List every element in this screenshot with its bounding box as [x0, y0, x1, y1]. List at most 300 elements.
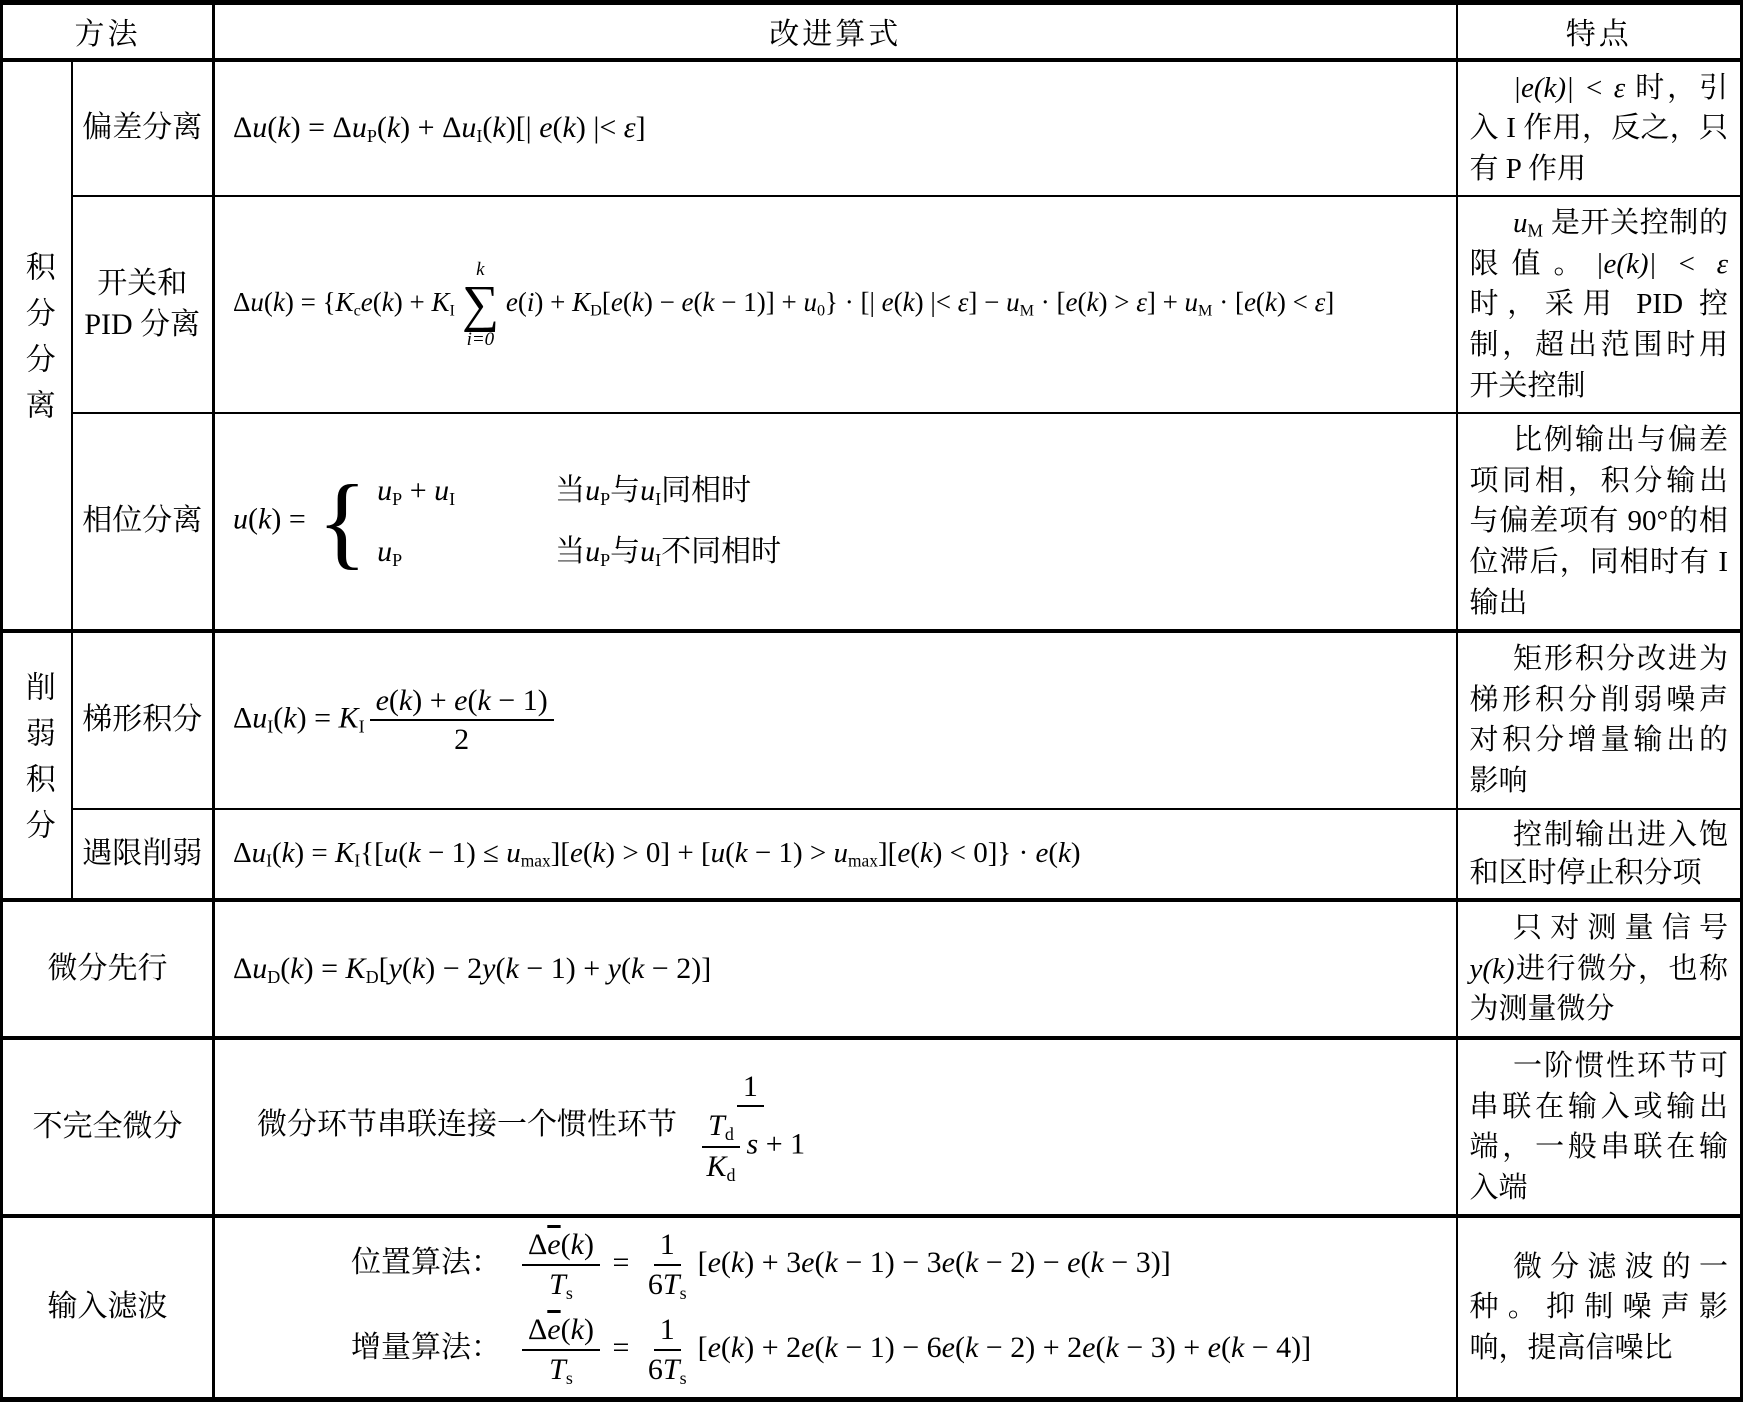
fraction: [522, 1226, 600, 1304]
math-token: − 1) − 3: [837, 1245, 942, 1279]
fraction-numerator: [370, 682, 554, 722]
header-method: 方法: [2, 3, 214, 60]
math-token: k: [492, 111, 506, 145]
math-token: 6: [647, 1352, 663, 1386]
math-token: k: [570, 1313, 584, 1347]
math-token: ε: [1136, 286, 1147, 317]
math-token: y: [607, 951, 621, 985]
math-token: I: [449, 301, 455, 320]
math-token: k: [570, 1228, 584, 1262]
math-token: k: [1230, 1330, 1245, 1364]
math-token: (: [552, 111, 563, 145]
feature-bias-separation: [1470, 68, 1729, 190]
math-token: k: [1086, 286, 1099, 317]
math-token: Δ: [233, 286, 251, 317]
math-token: ) + 3: [744, 1245, 802, 1279]
math-token: d: [724, 1124, 734, 1145]
math-token: ) =: [296, 701, 339, 735]
math-token: e: [1035, 837, 1049, 870]
row-trapezoid-integral: [2, 631, 1742, 808]
method-label: 输入滤波: [47, 1290, 168, 1324]
math-token: I: [266, 850, 272, 871]
formula-switch-pid: [233, 260, 1456, 349]
feature-incomplete-derivative: [1470, 1046, 1729, 1208]
math-token: 控制输出进入饱和区时停止积分项: [1469, 818, 1728, 889]
math-token: (: [622, 286, 632, 317]
math-token: =: [604, 1245, 637, 1279]
math-token: ) >: [1098, 286, 1137, 317]
math-token: e: [881, 286, 894, 317]
math-token: ): [583, 1313, 594, 1347]
math-token: (: [495, 951, 506, 985]
math-token: k: [902, 286, 915, 317]
math-token: (: [1255, 286, 1265, 317]
math-token: − 1) − 6: [837, 1330, 942, 1364]
math-token: − 2) −: [978, 1245, 1068, 1279]
math-token: k: [272, 286, 285, 317]
math-token: Δ: [528, 1228, 548, 1262]
math-token: s: [679, 1367, 687, 1388]
math-token: y: [482, 951, 496, 985]
math-token: Δ: [233, 111, 253, 145]
row-input-filter: [2, 1216, 1742, 1399]
math-token: k: [964, 1330, 979, 1364]
math-token: e: [707, 1245, 721, 1279]
formula-phase-separation: [233, 463, 1456, 579]
math-token: k: [398, 683, 413, 717]
math-token: (: [271, 837, 282, 870]
math-token: u: [1006, 286, 1020, 317]
math-token: u: [461, 111, 477, 145]
fraction-denominator: [543, 1266, 579, 1304]
math-token: e: [454, 683, 468, 717]
math-token: (: [482, 111, 493, 145]
math-token: ) +: [412, 683, 455, 717]
feature-cell: [1457, 631, 1742, 808]
case-expression: [377, 472, 455, 510]
method-label: 微分先行: [47, 951, 168, 985]
math-token: ) |<: [575, 111, 624, 145]
math-token: − 1) ≤: [420, 837, 507, 870]
math-token: (: [372, 286, 382, 317]
math-token: [: [697, 1245, 708, 1279]
math-token: M: [1527, 220, 1543, 241]
case-expression: [377, 533, 455, 571]
math-token: ε: [623, 111, 636, 145]
math-token: (: [388, 683, 399, 717]
math-token: e: [1082, 1330, 1096, 1364]
math-token: K: [338, 701, 359, 735]
math-token: e: [1243, 286, 1256, 317]
math-token: ) =: [303, 951, 346, 985]
formula-cell: [214, 1216, 1457, 1399]
math-token: 1: [659, 1228, 675, 1262]
math-token: k: [411, 951, 426, 985]
math-token: k: [964, 1245, 979, 1279]
math-token: k: [734, 837, 748, 870]
math-token: P: [366, 126, 377, 147]
formula-incomplete-derivative: [257, 1068, 1456, 1186]
math-token: (: [280, 951, 291, 985]
feature-cell: [1457, 1216, 1742, 1399]
math-token: e: [539, 111, 553, 145]
math-token: ]: [1325, 286, 1335, 317]
math-token: e: [941, 1330, 955, 1364]
fraction: [642, 1311, 693, 1389]
math-token: k: [277, 111, 291, 145]
math-token: M: [1019, 301, 1035, 320]
math-token: I: [358, 716, 365, 737]
math-token: 增量算法：: [351, 1330, 501, 1364]
method-label: 偏差分离: [82, 111, 203, 145]
method-label: 遇限削弱: [82, 836, 203, 870]
math-token: u: [833, 837, 849, 870]
math-token: u: [1513, 207, 1528, 240]
case-brace: {: [317, 463, 368, 579]
math-token: − 1)] +: [714, 286, 804, 317]
math-token: k: [730, 1330, 745, 1364]
math-token: 时，采用 PID 控制，超出范围时用开关控制: [1469, 288, 1728, 402]
method-cell: [72, 60, 214, 197]
math-token: 位置算法：: [351, 1245, 501, 1279]
math-token: P: [392, 549, 403, 570]
math-token: − 2)]: [644, 951, 712, 985]
math-token: D: [590, 301, 602, 320]
math-token: 0: [816, 301, 826, 320]
math-token: − 3) +: [1118, 1330, 1208, 1364]
header-formula: 改进算式: [214, 3, 1457, 60]
summation: [462, 260, 499, 349]
formula-input-filter-position: [351, 1226, 1456, 1304]
math-token: e: [707, 1330, 721, 1364]
feature-limit-weakening: [1470, 816, 1729, 893]
math-token: y(k): [1469, 952, 1515, 985]
fraction-numerator: [737, 1068, 764, 1108]
sum-upper-limit: k: [476, 259, 485, 281]
math-token: 是开关控制的限值。: [1469, 207, 1728, 280]
group-label: 积分分离: [20, 250, 54, 435]
math-token: (: [467, 683, 478, 717]
feature-cell: [1457, 196, 1742, 413]
math-token: (: [893, 286, 903, 317]
math-token: ] −: [968, 286, 1007, 317]
math-token: i: [526, 286, 535, 317]
math-token: u: [383, 837, 399, 870]
math-token: ) +: [534, 286, 573, 317]
math-token: ): [1070, 837, 1081, 870]
math-token: 与: [610, 474, 641, 508]
fraction-numerator: [522, 1311, 600, 1351]
math-token: k: [505, 951, 519, 985]
math-token: k: [1264, 286, 1277, 317]
row-phase-separation: [2, 413, 1742, 631]
math-token: e: [941, 1245, 955, 1279]
fraction-denominator: [543, 1351, 579, 1389]
math-token: (: [560, 1313, 571, 1347]
math-token: u: [710, 837, 726, 870]
math-token: ][: [550, 837, 570, 870]
math-token: I: [655, 549, 662, 570]
math-token: e: [681, 286, 694, 317]
math-token: ) < 0]} ·: [932, 837, 1036, 870]
math-token: ) |<: [914, 286, 958, 317]
formula-derivative-first: [233, 950, 1456, 988]
math-token: k: [1105, 1330, 1119, 1364]
math-token: (: [954, 1245, 965, 1279]
math-token: u: [506, 837, 521, 870]
feature-cell: [1457, 413, 1742, 631]
math-token: T: [549, 1352, 566, 1386]
fraction: [642, 1226, 693, 1304]
math-token: 比例输出与偏差项同相，积分输出与偏差项有 90°的相位滞后，同相时有 I 输出: [1469, 424, 1728, 619]
math-token: K: [345, 951, 366, 985]
math-token: I: [267, 716, 274, 737]
math-token: D: [365, 966, 379, 987]
formula-cell: [214, 809, 1457, 901]
group-label: 削弱积分: [20, 671, 54, 856]
math-token: 与: [610, 534, 641, 568]
math-token: $\overline{e}$: [547, 1228, 561, 1262]
math-token: 2: [454, 723, 470, 757]
feature-phase-separation: [1470, 420, 1729, 623]
row-limit-weakening: [2, 809, 1742, 901]
math-token: u: [585, 474, 601, 508]
feature-derivative-first: [1470, 908, 1729, 1030]
math-token: e: [610, 286, 623, 317]
math-token: d: [726, 1164, 736, 1185]
method-cell: [72, 413, 214, 631]
math-token: (: [814, 1245, 825, 1279]
math-token: e: [375, 683, 389, 717]
math-token: ε: [1314, 286, 1326, 317]
math-token: − 4)]: [1244, 1330, 1312, 1364]
math-token: e: [801, 1330, 815, 1364]
math-token: u: [803, 286, 817, 317]
math-token: (: [725, 837, 735, 870]
math-token: u: [251, 837, 267, 870]
math-token: ]: [635, 111, 646, 145]
math-token: · [: [1212, 286, 1244, 317]
fraction-numerator: [654, 1311, 681, 1351]
math-token: I: [655, 489, 662, 510]
math-token: {[: [360, 837, 384, 870]
case-rows: [377, 472, 781, 571]
math-token: k: [281, 837, 295, 870]
math-token: 矩形积分改进为梯形积分削弱噪声对积分增量输出的影响: [1469, 643, 1728, 797]
math-token: +: [402, 474, 435, 508]
math-token: u: [250, 286, 264, 317]
feature-cell: [1457, 900, 1742, 1038]
math-token: u: [434, 474, 450, 508]
math-token: u: [252, 701, 268, 735]
math-token: − 3)]: [1103, 1245, 1171, 1279]
math-token: k: [824, 1330, 838, 1364]
math-token: ) + Δ: [400, 111, 462, 145]
math-token: max: [520, 850, 551, 871]
math-token: − 2) + 2: [978, 1330, 1083, 1364]
row-switch-pid-separation: [2, 196, 1742, 413]
math-token: e: [1207, 1330, 1221, 1364]
math-token: 当: [555, 534, 586, 568]
math-token: (: [560, 1228, 571, 1262]
method-label: 相位分离: [82, 504, 203, 538]
fraction-denominator: [690, 1107, 812, 1186]
math-token: k: [592, 837, 606, 870]
math-token: ) = {: [284, 286, 336, 317]
math-token: 一阶惯性环节可串联在输入或输出端，一般串联在输入端: [1469, 1049, 1728, 1204]
math-token: e: [897, 837, 911, 870]
math-token: ) + 2: [744, 1330, 802, 1364]
math-token: I: [476, 126, 483, 147]
fraction: [701, 1107, 742, 1186]
math-token: (: [720, 1330, 731, 1364]
group-weaken-integral: [2, 631, 72, 900]
math-token: ε: [957, 286, 969, 317]
feature-cell: [1457, 1038, 1742, 1216]
math-token: u: [377, 534, 393, 568]
math-token: ) <: [1276, 286, 1315, 317]
method-label-line1: 开关和: [97, 267, 188, 301]
math-token: 6: [647, 1267, 663, 1301]
math-token: [: [378, 951, 389, 985]
fraction: [370, 682, 554, 759]
math-token: u: [1184, 286, 1199, 317]
fraction-denominator: [642, 1266, 693, 1304]
formula-bias-separation: [233, 109, 1456, 147]
math-token: − 1): [490, 683, 548, 717]
math-token: K: [335, 286, 354, 317]
math-token: k: [631, 286, 644, 317]
math-token: (: [582, 837, 593, 870]
method-label: 不完全微分: [32, 1109, 183, 1143]
math-token: T: [708, 1109, 725, 1143]
math-token: e: [801, 1245, 815, 1279]
math-token: M: [1198, 301, 1213, 320]
math-token: u: [252, 951, 268, 985]
math-token: k: [1058, 837, 1071, 870]
math-token: (: [1080, 1245, 1091, 1279]
fraction: [522, 1311, 600, 1389]
formula-cell: [214, 631, 1457, 808]
math-token: k: [1090, 1245, 1104, 1279]
header-row: [2, 3, 1742, 60]
method-label: 梯形积分: [82, 703, 203, 737]
method-cell: [2, 1038, 214, 1216]
math-token: k: [477, 683, 491, 717]
math-token: P: [600, 549, 611, 570]
math-token: ) =: [294, 837, 336, 870]
math-token: |e(k)| < ε: [1513, 71, 1626, 104]
math-token: Δ: [233, 837, 252, 870]
math-token: )[|: [505, 111, 540, 145]
math-token: 同相时: [661, 474, 752, 508]
math-token: k: [919, 837, 933, 870]
math-token: K: [572, 286, 591, 317]
math-token: u: [377, 474, 393, 508]
math-token: k: [702, 286, 715, 317]
method-cell: [2, 1216, 214, 1399]
math-token: ) +: [393, 286, 432, 317]
math-token: k: [381, 286, 394, 317]
math-token: c: [353, 301, 361, 320]
math-token: 时，引入 I 作用，反之，只有 P 作用: [1469, 71, 1728, 185]
math-token: 1: [659, 1313, 675, 1347]
math-token: $\overline{e}$: [547, 1313, 561, 1347]
math-token: (: [954, 1330, 965, 1364]
method-cell: [72, 631, 214, 808]
math-token: [: [601, 286, 611, 317]
math-token: u: [640, 474, 656, 508]
formula-input-filter-increment: [351, 1311, 1456, 1389]
formula-cell: [214, 1038, 1457, 1216]
math-token: (: [620, 951, 631, 985]
method-cell: [2, 900, 214, 1038]
math-token: 当: [555, 474, 586, 508]
math-token: ) −: [643, 286, 682, 317]
math-token: (: [248, 502, 258, 536]
math-token: s: [565, 1282, 573, 1303]
math-token: 微分环节串联连接一个惯性环节: [257, 1107, 685, 1141]
math-token: (: [376, 111, 387, 145]
math-token: 1: [742, 1069, 758, 1103]
math-token: + 1: [758, 1127, 806, 1161]
method-cell: [72, 809, 214, 901]
math-token: D: [267, 966, 281, 987]
math-token: k: [386, 111, 401, 145]
math-token: (: [910, 837, 920, 870]
piecewise-cases: [313, 463, 782, 579]
math-token: (: [263, 286, 273, 317]
math-token: k: [562, 111, 576, 145]
math-token: [: [697, 1330, 708, 1364]
method-cell: [72, 196, 214, 413]
math-token: ] +: [1146, 286, 1185, 317]
formula-limit-weakening: [233, 835, 1456, 872]
math-token: Δ: [233, 951, 253, 985]
row-derivative-first: [2, 900, 1742, 1038]
math-token: K: [335, 837, 355, 870]
formula-cell: [214, 196, 1457, 413]
fraction-numerator: [654, 1226, 681, 1266]
math-token: Δ: [233, 701, 253, 735]
math-token: 微分滤波的一种。抑制噪声影响，提高信噪比: [1469, 1250, 1728, 1364]
math-token: (: [1095, 1330, 1106, 1364]
math-token: 进行微分，也称为测量微分: [1469, 952, 1728, 1026]
math-token: (: [267, 111, 278, 145]
math-token: } · [|: [825, 286, 882, 317]
feature-input-filter: [1470, 1247, 1729, 1369]
math-token: 不同相时: [661, 534, 782, 568]
fraction-numerator: [522, 1226, 600, 1266]
row-incomplete-derivative: [2, 1038, 1742, 1216]
fraction: [690, 1068, 812, 1186]
math-token: (: [1048, 837, 1059, 870]
math-token: e: [1065, 286, 1078, 317]
math-token: I: [449, 489, 456, 510]
math-token: 只对测量信号: [1513, 912, 1728, 945]
math-token: (: [814, 1330, 825, 1364]
math-token: T: [662, 1352, 680, 1386]
math-token: k: [630, 951, 645, 985]
math-token: T: [662, 1267, 680, 1301]
math-token: (: [1077, 286, 1087, 317]
math-token: u: [351, 111, 367, 145]
math-token: ) = Δ: [290, 111, 352, 145]
math-token: k: [824, 1245, 838, 1279]
math-token: k: [258, 502, 272, 536]
math-token: − 1) >: [747, 837, 834, 870]
math-token: k: [283, 701, 297, 735]
